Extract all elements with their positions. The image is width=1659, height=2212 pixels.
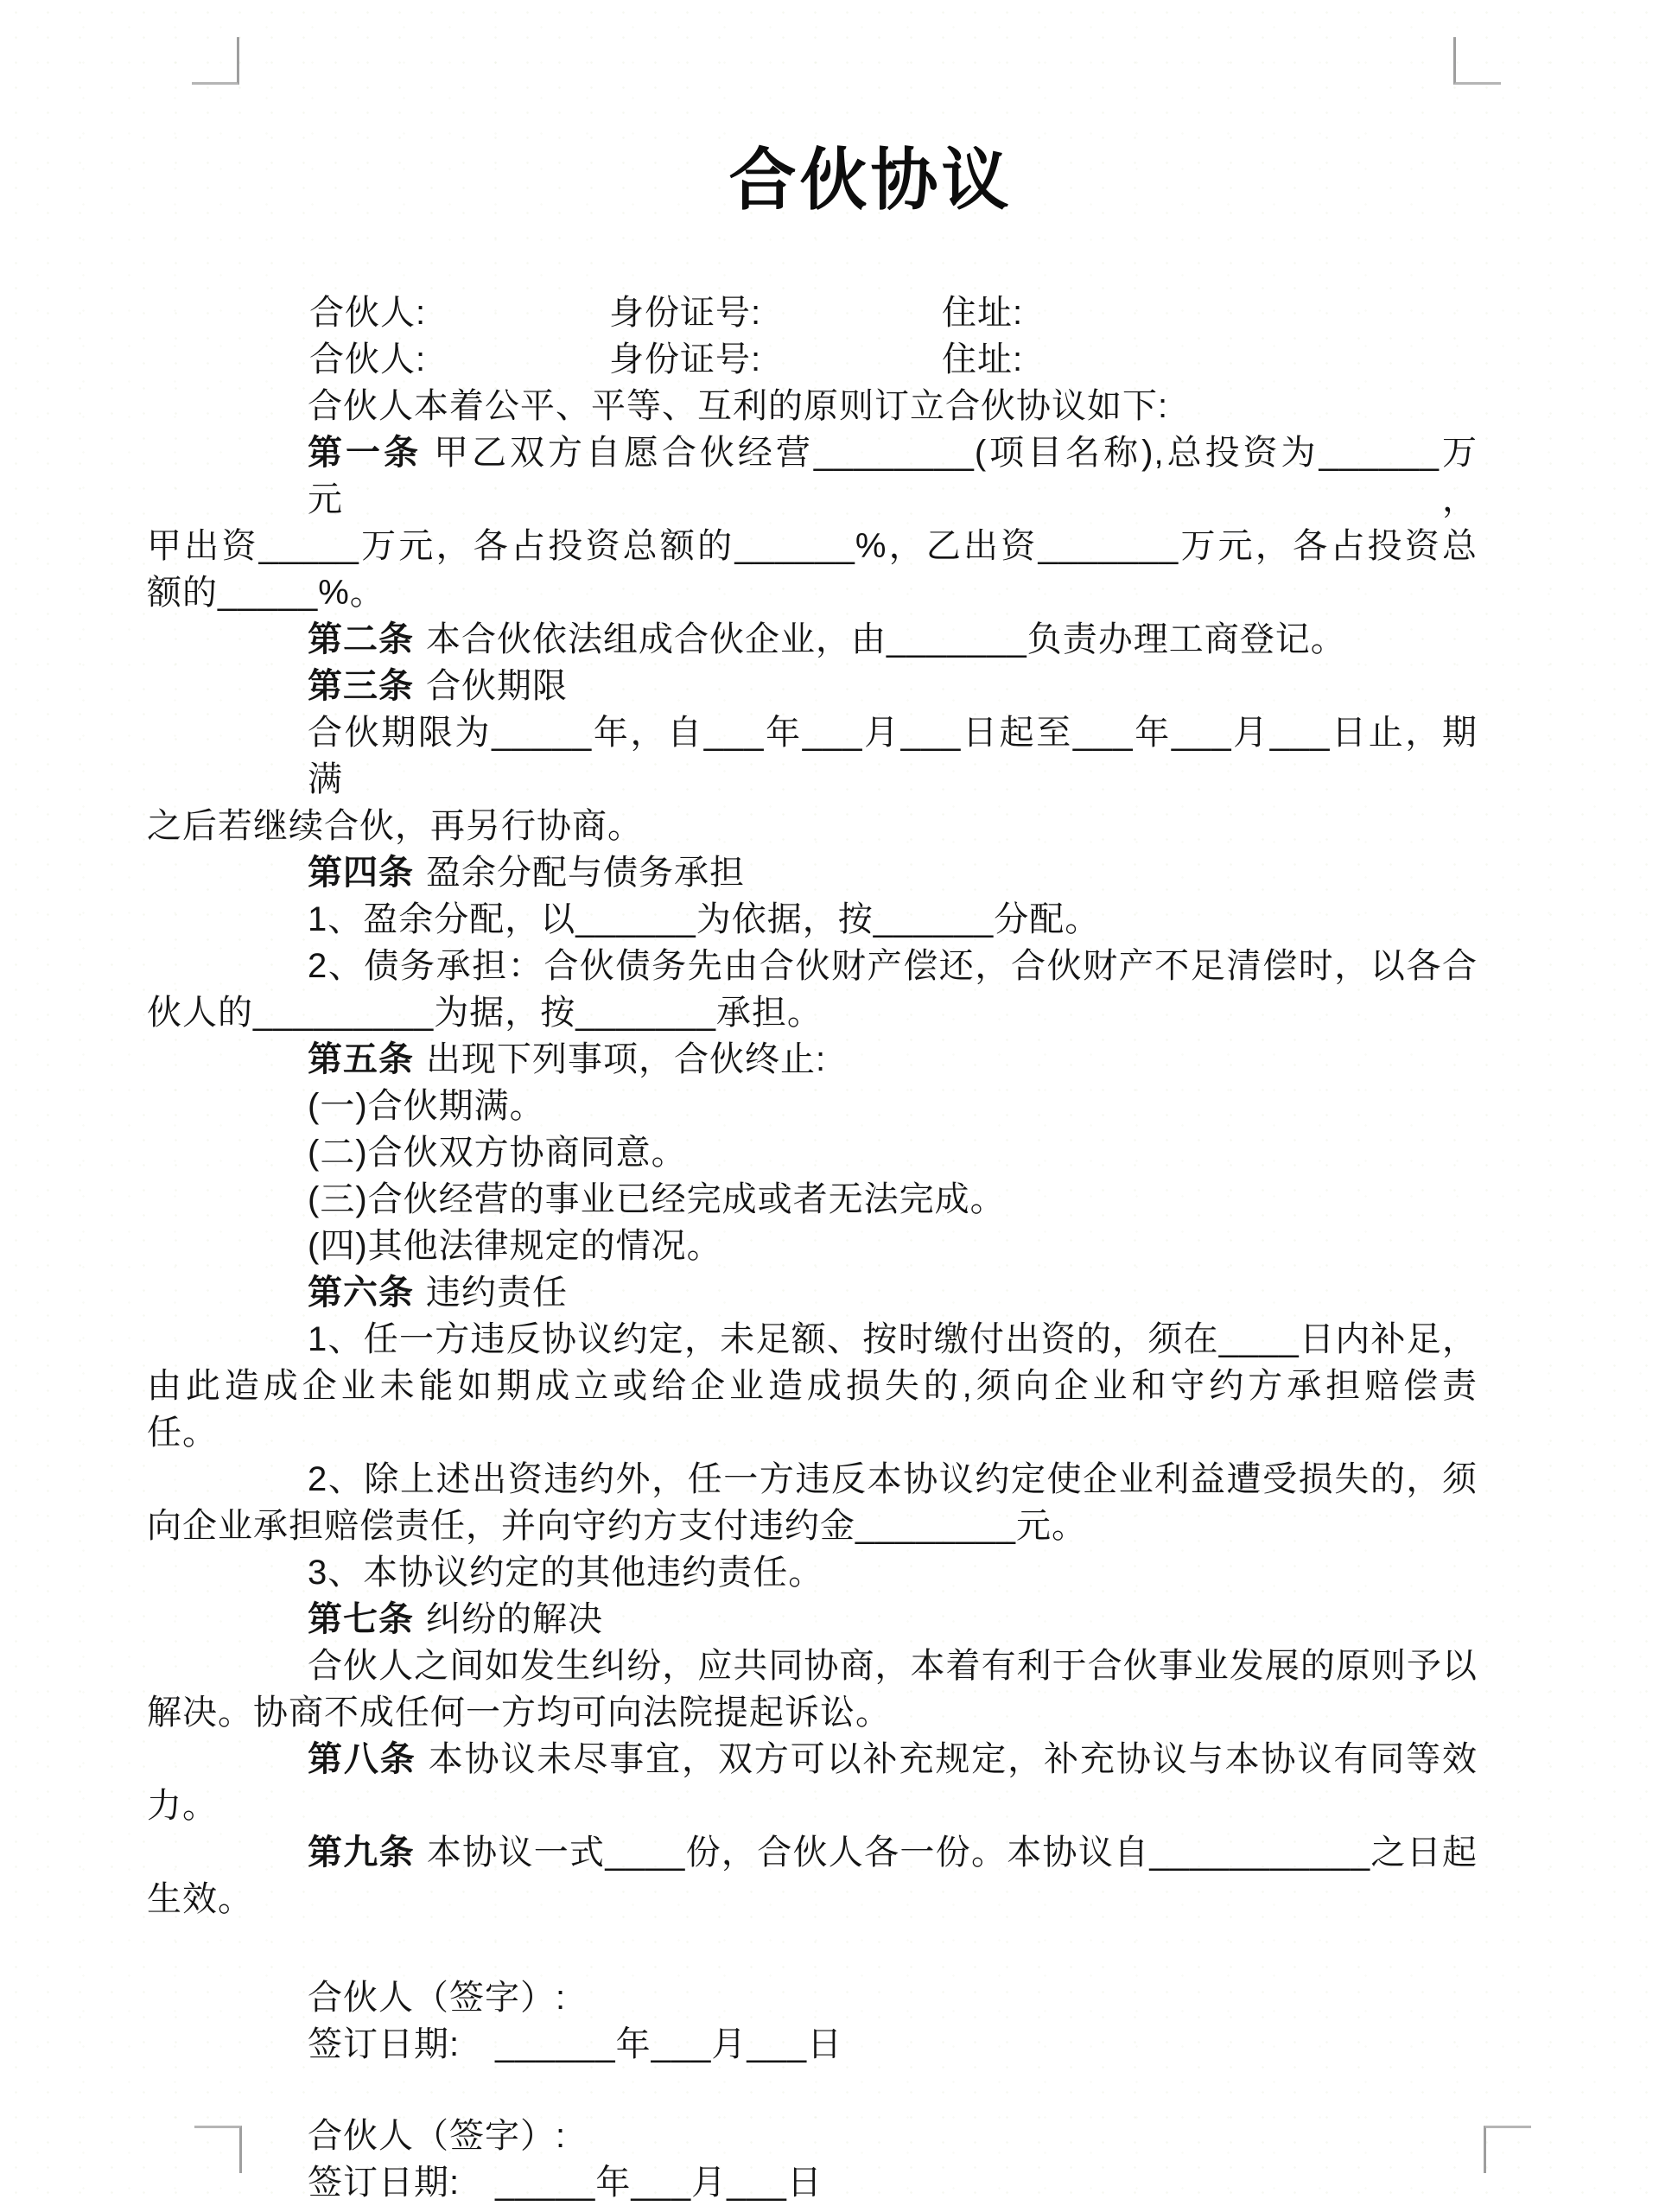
line-text: 额的_____%。: [147, 574, 385, 612]
clause-number: 第九条: [308, 1834, 415, 1872]
line-text: 任。: [147, 1414, 218, 1452]
line-text: 甲出资_____万元，各占投资总额的______%，乙出资_______万元，各占投资总: [147, 527, 1478, 565]
document-body: [147, 289, 1478, 2206]
body-line: [147, 803, 1478, 849]
body-line: [147, 1129, 1478, 1176]
body-line: [147, 1176, 1478, 1223]
line-text: 纠纷的解决: [426, 1600, 603, 1638]
body-line: [147, 1083, 1478, 1129]
body-line: [147, 1643, 1478, 1689]
body-line: [147, 943, 1478, 989]
body-line: [147, 896, 1478, 943]
line-text: 力。: [147, 1787, 218, 1825]
line-text: 本协议未尽事宜，双方可以补充规定，补充协议与本协议有同等效: [428, 1740, 1478, 1778]
crop-mark-top-left: [192, 37, 239, 85]
line-text: 生效。: [147, 1880, 253, 1918]
body-line: [147, 1736, 1478, 1783]
body-line: [147, 616, 1478, 663]
body-line: [147, 1456, 1478, 1503]
line-text: 1、盈余分配，以______为依据，按______分配。: [308, 900, 1101, 938]
signing-date-label: 签订日期: _____年___月___日: [308, 2164, 823, 2202]
line-text: 1、任一方违反协议约定，未足额、按时缴付出资的，须在____日内补足，: [308, 1320, 1478, 1358]
line-text: 合伙人之间如发生纠纷，应共同协商，本着有利于合伙事业发展的原则予以: [308, 1647, 1478, 1685]
line-text: 本合伙依法组成合伙企业，由_______负责办理工商登记。: [426, 620, 1346, 658]
crop-mark-top-right: [1453, 37, 1501, 85]
signature-block: [147, 2113, 1478, 2206]
line-text: 由此造成企业未能如期成立或给企业造成损失的,须向企业和守约方承担赔偿责: [147, 1367, 1478, 1405]
line-text: 本协议一式____份，合伙人各一份。本协议自___________之日起: [426, 1834, 1478, 1872]
line-text: (三)合伙经营的事业已经完成或者无法完成。: [308, 1180, 1006, 1218]
body-line: [147, 1363, 1478, 1409]
line-text: 解决。协商不成任何一方均可向法院提起诉讼。: [147, 1694, 891, 1732]
body-line: [147, 1783, 1478, 1829]
line-text: 合伙人本着公平、平等、互利的原则订立合伙协议如下:: [308, 387, 1169, 425]
body-line: [147, 1036, 1478, 1083]
clause-number: 第五条: [308, 1040, 414, 1078]
line-text: 合伙期限: [426, 667, 568, 705]
party-name-label: 合伙人:: [309, 294, 427, 332]
signing-date-label: 签订日期: ______年___月___日: [308, 2025, 843, 2063]
body-line: [147, 989, 1478, 1036]
body-line: [147, 1689, 1478, 1736]
body-line: [147, 663, 1478, 709]
party-id-label: 身份证号:: [609, 340, 762, 378]
line-text: 之后若继续合伙，再另行协商。: [147, 807, 643, 845]
line-text: 合伙期限为_____年，自___年___月___日起至___年___月___日止，期满: [308, 714, 1478, 798]
body-line: [147, 523, 1478, 569]
line-text: (二)合伙双方协商同意。: [308, 1134, 687, 1172]
clause-number: 第三条: [308, 667, 414, 705]
body-line: [147, 709, 1478, 803]
signature-block: [147, 1974, 1478, 2068]
line-text: 违约责任: [426, 1274, 568, 1312]
party-id-label: 身份证号:: [609, 294, 762, 332]
party-row: [147, 336, 1478, 383]
line-text: 2、除上述出资违约外，任一方违反本协议约定使企业利益遭受损失的，须: [308, 1460, 1478, 1498]
line-text: 2、债务承担：合伙债务先由合伙财产偿还，合伙财产不足清偿时，以各合: [308, 947, 1478, 985]
line-text: (四)其他法律规定的情况。: [308, 1227, 722, 1265]
clause-number: 第六条: [308, 1274, 414, 1312]
page-title: 合伙协议: [728, 142, 1013, 218]
line-text: (一)合伙期满。: [308, 1087, 545, 1125]
body-line: [147, 1596, 1478, 1643]
clause-number: 第二条: [308, 620, 414, 658]
line-text: 伙人的_________为据，按_______承担。: [147, 994, 823, 1032]
crop-mark-bottom-right: [1484, 2126, 1531, 2173]
party-name-label: 合伙人:: [309, 340, 427, 378]
body-line: [147, 1409, 1478, 1456]
clause-number: 第七条: [308, 1600, 414, 1638]
clause-number: 第八条: [308, 1740, 416, 1778]
party-row: [147, 289, 1478, 336]
clause-number: 第一条: [308, 434, 422, 472]
clause-number: 第四条: [308, 854, 414, 892]
line-text: 盈余分配与债务承担: [426, 854, 745, 892]
line-text: 3、本协议约定的其他违约责任。: [308, 1554, 824, 1592]
line-text: 甲乙双方自愿合伙经营________(项目名称),总投资为______万元，: [308, 434, 1478, 518]
party-address-label: 住址:: [942, 294, 1024, 332]
body-line: [147, 849, 1478, 896]
partner-signature-label: 合伙人（签字）:: [308, 1979, 567, 2017]
body-line: [147, 1876, 1478, 1923]
party-address-label: 住址:: [942, 340, 1024, 378]
body-line: [147, 383, 1478, 429]
body-line: [147, 1223, 1478, 1269]
partner-signature-label: 合伙人（签字）:: [308, 2117, 567, 2155]
line-text: 出现下列事项，合伙终止:: [426, 1040, 827, 1078]
body-line: [147, 1269, 1478, 1316]
body-line: [147, 1549, 1478, 1596]
body-line: [147, 429, 1478, 523]
body-line: [147, 1316, 1478, 1363]
body-line: [147, 569, 1478, 616]
body-line: [147, 1503, 1478, 1549]
line-text: 向企业承担赔偿责任，并向守约方支付违约金________元。: [147, 1507, 1087, 1545]
body-line: [147, 1829, 1478, 1876]
